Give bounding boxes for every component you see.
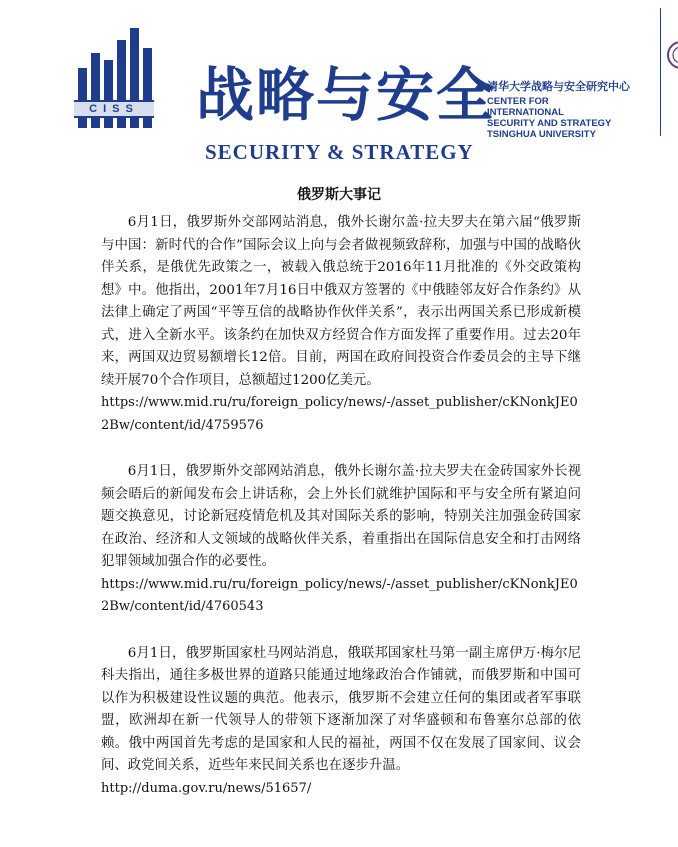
masthead [0, 0, 678, 170]
center-name-en-line: TSINGHUA UNIVERSITY [487, 129, 596, 140]
center-name-en-line: INTERNATIONAL [487, 107, 564, 118]
center-name-en [487, 96, 611, 140]
journal-title-en: SECURITY & STRATEGY [205, 140, 474, 164]
document-title: 俄罗斯大事记 [297, 187, 381, 203]
entry-source-link[interactable]: https://www.mid.ru/ru/foreign_policy/news/-/asset_publisher/cKNonkJE02Bw/content/id/4759576 [101, 395, 578, 433]
center-name-cn: 清华大学战略与安全研究中心 [487, 80, 630, 93]
entry-source-link[interactable]: https://www.mid.ru/ru/foreign_policy/news/-/asset_publisher/cKNonkJE02Bw/content/id/4760543 [101, 576, 578, 614]
center-name-en-line: CENTER FOR [487, 96, 549, 107]
document-body [101, 212, 581, 800]
header-divider [660, 8, 661, 136]
entry-source-link[interactable]: http://duma.gov.ru/news/51657/ [101, 780, 312, 796]
tsinghua-seal-icon [666, 40, 678, 70]
entry-text: 6月1日，俄罗斯国家杜马网站消息，俄联邦国家杜马第一副主席伊万·梅尔尼科夫指出，通往多极世界的道路只能通过地缘政治合作铺就，而俄罗斯和中国可以作为积极建设性议题的典范。他表示，俄罗斯不会建立任何的集团或者军事联盟，欧洲却在新一代领导人的带领下逐渐加深了对华盛顿和布鲁塞尔总部的依赖。俄中两国首先考虑的是国家和人民的福祉，两国不仅在发展了国家间、议会间、政党间关系，近些年来民间关系也在逐步升温。 [101, 645, 581, 773]
entry-text: 6月1日，俄罗斯外交部网站消息，俄外长谢尔盖·拉夫罗夫在金砖国家外长视频会晤后的新闻发布会上讲话称，会上外长们就维护国际和平与安全所有紧迫问题交换意见，讨论新冠疫情危机及其对国际关系的影响，特别关注加强金砖国家在政治、经济和人文领域的战略伙伴关系，着重指出在国际信息安全和打击网络犯罪领域加强合作的必要性。 [101, 464, 581, 569]
center-name-en-line: SECURITY AND STRATEGY [487, 118, 612, 129]
journal-title-cn: 战略与安全 [196, 61, 497, 129]
ciss-logo-text: CISS [74, 100, 154, 118]
entry-text: 6月1日，俄罗斯外交部网站消息，俄外长谢尔盖·拉夫罗夫在第六届“俄罗斯与中国：新时代的合作”国际会议上向与会者做视频致辞称，加强与中国的战略伙伴关系，是俄优先政策之一，被载入俄总统于2016年11月批准的《外交政策构想》中。他指出，2001年7月16日中俄双方签署的《中俄睦邻友好合作条约》从法律上确定了两国“平等互信的战略协作伙伴关系”，表示出两国关系已形成新模式，进入全新水平。该条约在加快双方经贸合作方面发挥了重要作用。过去20年来，两国双边贸易额增长12倍。目前，两国在政府间投资合作委员会的主导下继续开展70个合作项目，总额超过1200亿美元。 [101, 215, 581, 388]
